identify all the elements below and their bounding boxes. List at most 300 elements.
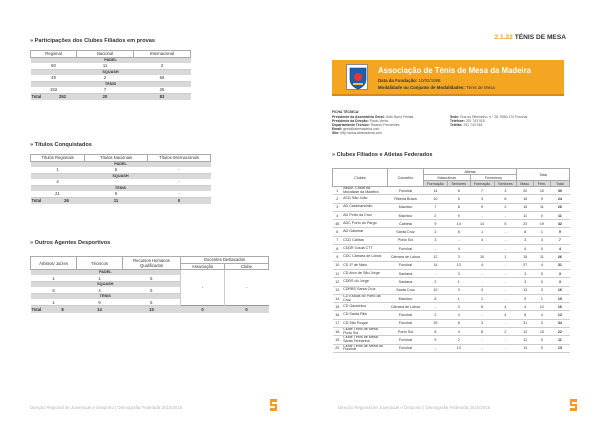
technical-sheet-key: Telefax: bbox=[450, 123, 463, 128]
technical-sheet-value: Ricardo Fernandes bbox=[370, 123, 400, 128]
club-cell: 6 bbox=[447, 319, 470, 327]
club-cell: 3 bbox=[494, 187, 517, 195]
club-cell: 1 bbox=[470, 294, 494, 302]
club-cell: 3 bbox=[447, 253, 470, 261]
club-concelho: Funchal bbox=[388, 187, 424, 195]
club-cell: 14 bbox=[470, 220, 494, 228]
club-cell: 16 bbox=[550, 303, 569, 311]
club-cell: - bbox=[470, 344, 494, 352]
agentes-header-arbitros: Árbitros/ Juízes bbox=[31, 257, 77, 270]
agentes-header-docentes: Docentes Destacados bbox=[181, 257, 269, 264]
club-cell: 7 bbox=[550, 236, 569, 244]
club-cell: 14 bbox=[333, 294, 343, 302]
participacoes-cell: 153 bbox=[31, 87, 77, 94]
titulos-table bbox=[30, 154, 211, 204]
titulos-data-row bbox=[31, 191, 211, 198]
club-cell: - bbox=[470, 269, 494, 277]
club-name: Clube Ténis de Mesa Porto Sol bbox=[342, 328, 387, 336]
technical-sheet-key: Email: bbox=[332, 127, 343, 132]
titulos-data-row bbox=[31, 167, 211, 174]
club-cell: 1 bbox=[333, 187, 343, 195]
club-concelho: Funchal bbox=[388, 261, 424, 269]
technical-sheet-key: Presidente da Direção: bbox=[332, 119, 369, 124]
participacoes-title: » Participações dos Clubes Filiados em provas bbox=[30, 38, 155, 44]
club-name: CD Arco de São Jorge bbox=[342, 269, 387, 277]
participacoes-header-0: Regional bbox=[31, 51, 77, 58]
drjd-logo-icon bbox=[568, 398, 579, 412]
club-name: ADC Porto do Pargo bbox=[342, 220, 387, 228]
titulos-header-row bbox=[31, 155, 211, 162]
club-cell: 4 bbox=[534, 236, 551, 244]
club-cell: - bbox=[470, 245, 494, 253]
chapter-number: 2.1.22 bbox=[494, 34, 513, 41]
clubs-header-clubes: Clubes bbox=[333, 169, 388, 187]
club-cell: 3 bbox=[550, 269, 569, 277]
club-cell: 14 bbox=[423, 187, 447, 195]
club-cell: 42 bbox=[550, 220, 569, 228]
club-cell: 12 bbox=[517, 328, 534, 336]
club-cell: 9 bbox=[423, 336, 447, 344]
founding-date: Data da Fundação: 10/02/1988 bbox=[378, 78, 441, 83]
club-concelho: Câmara de Lobos bbox=[388, 303, 424, 311]
technical-sheet-key: Presidente da Assembleia Geral: bbox=[332, 115, 385, 119]
titulos-cell: 21 bbox=[31, 191, 85, 198]
club-cell: 2 bbox=[423, 311, 447, 319]
club-cell: 13 bbox=[550, 344, 569, 352]
agentes-cell: 9 bbox=[77, 299, 123, 306]
titulos-total-cell: 0 bbox=[148, 197, 211, 204]
club-cell: 9 bbox=[470, 203, 494, 211]
club-cell: 6 bbox=[494, 195, 517, 203]
titulos-cell: - bbox=[148, 179, 211, 186]
participacoes-total-cell: 83 bbox=[134, 93, 191, 100]
club-cell: 8 bbox=[470, 328, 494, 336]
club-concelho: Câmara de Lobos bbox=[388, 253, 424, 261]
club-cell: - bbox=[470, 336, 494, 344]
club-cell: 4 bbox=[534, 261, 551, 269]
club-cell: 4 bbox=[550, 245, 569, 253]
agentes-cell: 5 bbox=[123, 287, 181, 294]
club-cell: 16 bbox=[550, 286, 569, 294]
participacoes-total-cell: 20 bbox=[77, 93, 134, 100]
participacoes-total-cell: 252 bbox=[49, 93, 77, 100]
club-cell: 20 bbox=[333, 344, 343, 352]
club-cell: - bbox=[494, 319, 517, 327]
club-name: Assoc. Cristã da Mocidade da Madeira bbox=[342, 187, 387, 195]
clubs-header-masculinos: Masculinos bbox=[423, 175, 470, 181]
club-cell: 4 bbox=[447, 328, 470, 336]
technical-sheet-value: João Nuno Freitas bbox=[385, 115, 414, 119]
club-concelho: Santana bbox=[388, 269, 424, 277]
agentes-cell: 6 bbox=[31, 287, 77, 294]
participacoes-header-row bbox=[31, 51, 191, 58]
technical-sheet-line bbox=[450, 123, 527, 127]
club-name: CD São Roque bbox=[342, 319, 387, 327]
club-cell: 14 bbox=[423, 261, 447, 269]
club-cell: - bbox=[423, 245, 447, 253]
titulos-total-cell: 26 bbox=[49, 197, 85, 204]
clubs-header-total: Total bbox=[517, 169, 570, 181]
club-cell: 9 bbox=[447, 211, 470, 219]
club-name: AD Porto da Cruz bbox=[342, 211, 387, 219]
left-footer: Direção Regional de Juventude e Desporto | Demografia Federada 2015/2016 bbox=[30, 405, 183, 410]
club-cell: 31 bbox=[517, 319, 534, 327]
club-row bbox=[333, 294, 570, 302]
club-cell: 9 bbox=[423, 220, 447, 228]
club-cell: 16 bbox=[333, 311, 343, 319]
club-cell: 15 bbox=[333, 303, 343, 311]
clubs-header-m-formacao: Formação bbox=[423, 181, 447, 187]
club-cell: 8 bbox=[423, 328, 447, 336]
club-cell: 13 bbox=[517, 286, 534, 294]
club-cell: 4 bbox=[517, 245, 534, 253]
club-row bbox=[333, 303, 570, 311]
club-cell: - bbox=[470, 211, 494, 219]
club-name: CD Garachico bbox=[342, 303, 387, 311]
club-name: CDRS do Jorge bbox=[342, 278, 387, 286]
agentes-cell: 5 bbox=[123, 299, 181, 306]
agentes-total-cell: 14 bbox=[77, 306, 123, 313]
titulos-header-1: Títulos Nacionais bbox=[85, 155, 148, 162]
club-cell: - bbox=[494, 269, 517, 277]
club-name: CD 1º de Maio bbox=[342, 261, 387, 269]
club-cell: 10 bbox=[550, 294, 569, 302]
club-cell: 4 bbox=[534, 311, 551, 319]
club-row bbox=[333, 220, 570, 228]
club-cell: - bbox=[423, 269, 447, 277]
club-cell: 19 bbox=[534, 220, 551, 228]
club-concelho: Machico bbox=[388, 294, 424, 302]
club-cell: 3 bbox=[470, 286, 494, 294]
club-cell: - bbox=[494, 261, 517, 269]
club-cell: 3 bbox=[517, 236, 534, 244]
chapter-title: TÉNIS DE MESA bbox=[514, 34, 566, 41]
participacoes-data-row bbox=[31, 87, 191, 94]
club-concelho: Funchal bbox=[388, 336, 424, 344]
club-cell: 1 bbox=[534, 228, 551, 236]
club-row bbox=[333, 269, 570, 277]
club-row bbox=[333, 344, 570, 352]
club-cell: 1 bbox=[494, 253, 517, 261]
club-cell: 15 bbox=[517, 195, 534, 203]
club-row bbox=[333, 236, 570, 244]
club-cell: 4 bbox=[447, 245, 470, 253]
club-cell: 12 bbox=[534, 303, 551, 311]
club-cell: 0 bbox=[534, 211, 551, 219]
technical-sheet-value: geral@atmmadeira.com bbox=[343, 127, 380, 132]
titulos-title: » Títulos Conquistados bbox=[30, 142, 92, 148]
club-row bbox=[333, 211, 570, 219]
club-cell: 4 bbox=[517, 303, 534, 311]
club-cell: 0 bbox=[534, 245, 551, 253]
club-name: CDDR Gaula CTT bbox=[342, 245, 387, 253]
technical-sheet-value: http://www.atmmadeira.com bbox=[340, 131, 383, 136]
agentes-total-cell: 0 bbox=[181, 306, 225, 313]
club-cell: 10 bbox=[534, 187, 551, 195]
club-cell: 4 bbox=[470, 261, 494, 269]
club-concelho: Porto Sol bbox=[388, 236, 424, 244]
participacoes-cell: 50 bbox=[31, 63, 77, 70]
agentes-total-row bbox=[31, 306, 269, 313]
participacoes-header-1: Nacional bbox=[77, 51, 134, 58]
club-cell: 3 bbox=[534, 286, 551, 294]
participacoes-cell: 56 bbox=[134, 75, 191, 82]
titulos-cell: 5 bbox=[85, 167, 148, 174]
club-cell: - bbox=[494, 294, 517, 302]
participacoes-header-2: Internacional bbox=[134, 51, 191, 58]
agentes-cell: 1 bbox=[77, 275, 123, 282]
participacoes-cell: 49 bbox=[31, 75, 77, 82]
club-cell: - bbox=[494, 211, 517, 219]
club-cell: 12 bbox=[333, 278, 343, 286]
club-cell: 7 bbox=[423, 203, 447, 211]
titulos-header-0: Títulos Regionais bbox=[31, 155, 85, 162]
clubs-header-femininos: Femininos bbox=[470, 175, 517, 181]
club-cell: 13 bbox=[333, 286, 343, 294]
club-cell: 11 bbox=[517, 336, 534, 344]
club-row bbox=[333, 253, 570, 261]
participacoes-section-label: SQUASH bbox=[31, 69, 191, 75]
club-cell: 8 bbox=[517, 311, 534, 319]
titulos-total-cell: Total bbox=[31, 197, 49, 204]
club-row bbox=[333, 328, 570, 336]
club-cell: 3 bbox=[333, 203, 343, 211]
club-cell: 3 bbox=[447, 303, 470, 311]
clubs-header-concelho: Concelho bbox=[388, 169, 424, 187]
club-cell: 4 bbox=[494, 303, 517, 311]
club-concelho: Ribeira Brava bbox=[388, 195, 424, 203]
club-cell: 5 bbox=[447, 195, 470, 203]
club-cell: 4 bbox=[494, 311, 517, 319]
participacoes-cell: 2 bbox=[134, 63, 191, 70]
agentes-total-cell: 15 bbox=[123, 306, 181, 313]
clubs-header-masc: Masc. bbox=[517, 181, 534, 187]
club-cell: 13 bbox=[517, 344, 534, 352]
club-cell: 9 bbox=[550, 228, 569, 236]
club-cell: 26 bbox=[550, 253, 569, 261]
club-cell: 24 bbox=[550, 195, 569, 203]
club-cell: 2 bbox=[423, 228, 447, 236]
club-cell: 2 bbox=[423, 211, 447, 219]
drjd-logo-icon bbox=[268, 398, 279, 412]
agentes-total-cell: Total bbox=[31, 306, 49, 313]
club-row bbox=[333, 203, 570, 211]
club-cell: 0 bbox=[534, 278, 551, 286]
titulos-total-cell: 11 bbox=[85, 197, 148, 204]
club-cell: 2 bbox=[494, 203, 517, 211]
club-cell: 19 bbox=[333, 336, 343, 344]
club-cell: 7 bbox=[333, 236, 343, 244]
clubs-table bbox=[332, 168, 570, 353]
club-cell: 4 bbox=[333, 211, 343, 219]
technical-sheet bbox=[332, 110, 564, 136]
club-cell: 11 bbox=[534, 253, 551, 261]
club-cell: 1 bbox=[447, 278, 470, 286]
agentes-cell: 1 bbox=[31, 299, 77, 306]
club-cell: 10 bbox=[534, 328, 551, 336]
club-cell: 23 bbox=[517, 220, 534, 228]
club-cell: 2 bbox=[447, 336, 470, 344]
agentes-section-label: TÉNIS bbox=[31, 294, 181, 300]
club-cell: 3 bbox=[550, 278, 569, 286]
club-cell: 25 bbox=[423, 319, 447, 327]
club-cell: 10 bbox=[423, 286, 447, 294]
club-cell: 7 bbox=[470, 187, 494, 195]
club-cell: - bbox=[494, 286, 517, 294]
club-cell: 12 bbox=[423, 253, 447, 261]
club-cell: - bbox=[494, 336, 517, 344]
technical-sheet-key: Sede: bbox=[450, 115, 460, 119]
club-name: AD Galomar bbox=[342, 228, 387, 236]
club-concelho: Santa Cruz bbox=[388, 228, 424, 236]
club-cell: 3 bbox=[447, 269, 470, 277]
club-name: CD Santa Rita bbox=[342, 311, 387, 319]
club-concelho: Funchal bbox=[388, 319, 424, 327]
club-cell: 3 bbox=[517, 269, 534, 277]
club-cell: 11 bbox=[534, 203, 551, 211]
club-cell: 6 bbox=[333, 228, 343, 236]
participacoes-total-row bbox=[31, 93, 191, 100]
titulos-cell: - bbox=[148, 191, 211, 198]
club-cell: 10 bbox=[470, 253, 494, 261]
agentes-header-tecnicos: Técnicos bbox=[77, 257, 123, 270]
participacoes-table bbox=[30, 50, 191, 100]
club-cell: 1 bbox=[534, 294, 551, 302]
club-name: Clube Ténis de Mesa Santa Teresinha bbox=[342, 336, 387, 344]
titulos-cell: 6 bbox=[85, 191, 148, 198]
agentes-header-recursos: Recursos Humanos Qualificados bbox=[123, 257, 181, 270]
titulos-cell: - bbox=[148, 167, 211, 174]
association-name: Associação de Ténis de Mesa da Madeira bbox=[378, 66, 531, 75]
club-row bbox=[333, 286, 570, 294]
club-cell: 0 bbox=[534, 336, 551, 344]
club-name: CD Escola do Porto da Cruz bbox=[342, 294, 387, 302]
club-cell: - bbox=[470, 278, 494, 286]
club-concelho: Funchal bbox=[388, 311, 424, 319]
titulos-cell: 4 bbox=[31, 179, 85, 186]
technical-sheet-key: Telefone: bbox=[450, 119, 465, 124]
clubs-header-total-col: Total bbox=[550, 181, 569, 187]
technical-sheet-key: Departamento Técnico: bbox=[332, 123, 370, 128]
club-cell: 1 bbox=[470, 228, 494, 236]
agentes-total-cell: 8 bbox=[49, 306, 77, 313]
club-cell: 13 bbox=[447, 261, 470, 269]
club-concelho: Funchal bbox=[388, 344, 424, 352]
club-cell: 0 bbox=[534, 269, 551, 277]
club-cell: 15 bbox=[517, 253, 534, 261]
participacoes-total-cell: Total bbox=[31, 93, 49, 100]
club-row bbox=[333, 278, 570, 286]
club-cell: 6 bbox=[447, 187, 470, 195]
club-cell: 2 bbox=[423, 278, 447, 286]
club-cell: 6 bbox=[447, 228, 470, 236]
club-concelho: Porto Sol bbox=[388, 328, 424, 336]
agentes-title: » Outros Agentes Desportivos bbox=[30, 240, 111, 246]
club-cell: - bbox=[470, 311, 494, 319]
participacoes-data-row bbox=[31, 63, 191, 70]
club-row bbox=[333, 336, 570, 344]
club-cell: 18 bbox=[333, 328, 343, 336]
agentes-cell: 1 bbox=[31, 275, 77, 282]
club-concelho: Funchal bbox=[388, 245, 424, 253]
club-cell: - bbox=[494, 278, 517, 286]
titulos-section-label: TÉNIS bbox=[31, 185, 211, 191]
club-cell: 0 bbox=[534, 344, 551, 352]
agentes-cell: 5 bbox=[123, 275, 181, 282]
technical-sheet-value: 291 743 918 bbox=[465, 119, 485, 124]
agentes-cell: 4 bbox=[77, 287, 123, 294]
club-cell: - bbox=[494, 344, 517, 352]
clubs-header-f-seniores: Seniores bbox=[494, 181, 517, 187]
participacoes-cell: 2 bbox=[77, 75, 134, 82]
club-cell: 8 bbox=[517, 228, 534, 236]
titulos-cell: - bbox=[85, 179, 148, 186]
participacoes-data-row bbox=[31, 75, 191, 82]
participacoes-cell: 7 bbox=[77, 87, 134, 94]
club-cell: 31 bbox=[550, 261, 569, 269]
right-page bbox=[300, 0, 600, 424]
technical-sheet-value: Paulo Vieira bbox=[369, 119, 388, 124]
right-footer: Direção Regional de Juventude e Desporto | Demografia Federada 2015/2016 bbox=[338, 405, 491, 410]
club-cell: 26 bbox=[550, 203, 569, 211]
club-row bbox=[333, 245, 570, 253]
modality: Modalidade ou Conjunto de Modalidades: Ténis de Mesa bbox=[378, 85, 495, 90]
technical-sheet-key: Site: bbox=[332, 131, 340, 136]
club-concelho: Machico bbox=[388, 203, 424, 211]
club-cell: 27 bbox=[517, 261, 534, 269]
technical-sheet-line bbox=[332, 131, 413, 135]
club-name: AD Caramanchão bbox=[342, 203, 387, 211]
agentes-clube-cell: - bbox=[225, 270, 269, 306]
agentes-table bbox=[30, 256, 269, 313]
club-cell: 20 bbox=[517, 187, 534, 195]
technical-sheet-title: FICHA TÉCNICA: bbox=[332, 110, 360, 114]
club-cell: 2 bbox=[333, 195, 343, 203]
club-cell: 3 bbox=[534, 319, 551, 327]
clubs-title: » Clubes Filiados e Atletas Federados bbox=[332, 152, 433, 158]
club-cell: 3 bbox=[470, 319, 494, 327]
titulos-section-label: SQUASH bbox=[31, 173, 211, 179]
club-cell: 3 bbox=[470, 195, 494, 203]
club-cell: 10 bbox=[423, 195, 447, 203]
club-name: CCD Carítas bbox=[342, 236, 387, 244]
club-name: CDC Câmara de Lobos bbox=[342, 253, 387, 261]
club-cell: 4 bbox=[447, 311, 470, 319]
chapter-heading bbox=[495, 34, 566, 41]
club-cell: 5 bbox=[494, 220, 517, 228]
club-cell: 12 bbox=[550, 311, 569, 319]
club-cell: 30 bbox=[550, 187, 569, 195]
club-cell: 3 bbox=[423, 236, 447, 244]
club-cell: 34 bbox=[550, 319, 569, 327]
clubs-header-fem: Fem. bbox=[534, 181, 551, 187]
titulos-total-row bbox=[31, 197, 211, 204]
club-row bbox=[333, 187, 570, 195]
club-cell: 13 bbox=[447, 344, 470, 352]
club-cell: 45 bbox=[333, 220, 343, 228]
club-cell: 1 bbox=[447, 294, 470, 302]
club-concelho: Santa Cruz bbox=[388, 286, 424, 294]
club-cell: 11 bbox=[333, 269, 343, 277]
club-cell: 9 bbox=[517, 294, 534, 302]
club-cell: 3 bbox=[447, 286, 470, 294]
titulos-section-label: PADEL bbox=[31, 161, 211, 167]
clubs-header-atletas: Atletas bbox=[423, 169, 516, 175]
agentes-section-label: PADEL bbox=[31, 270, 181, 276]
club-cell: 11 bbox=[550, 211, 569, 219]
club-name: CDRBS Santa Cruz bbox=[342, 286, 387, 294]
club-name: Clube Ténis de Mesa do Funchal bbox=[342, 344, 387, 352]
